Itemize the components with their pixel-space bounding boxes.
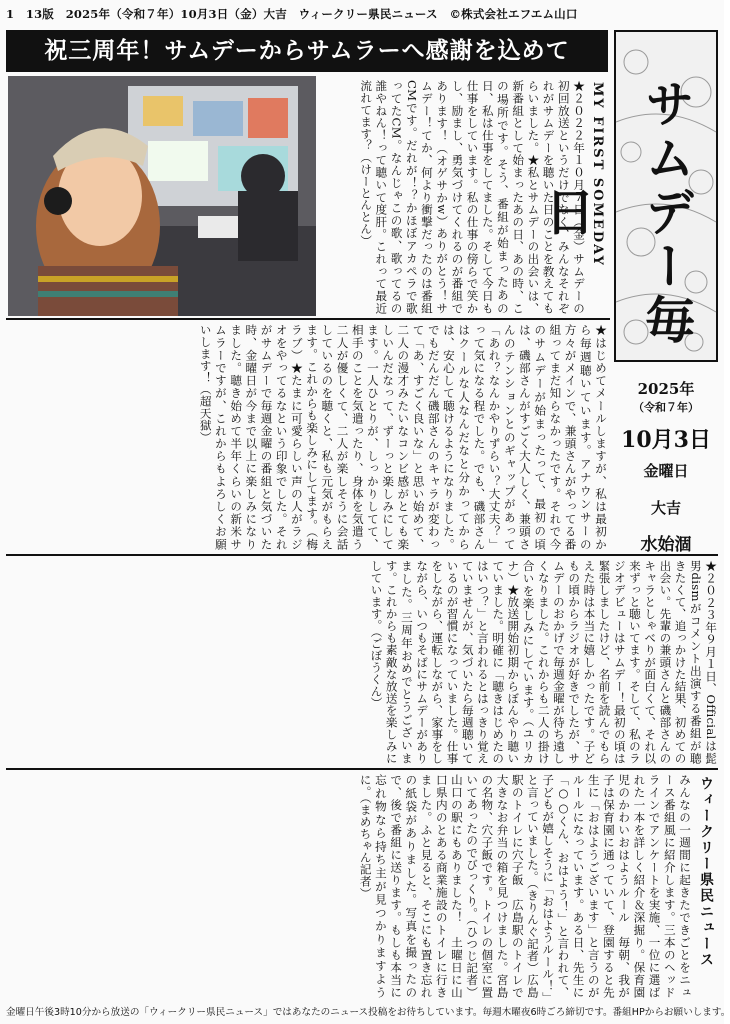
date-day: 10月3日: [621, 427, 711, 453]
studio-photo-illustration: [8, 76, 316, 316]
date-era: （令和７年）: [633, 401, 699, 414]
article-body-third: ★２０２３年９月１日、Officialは髭男dismがコメント出演する番組が聴きたくて、追っかけた結果、初めての出会い。先輩の兼頭さんと磯部さんのキャラとしゃべりが面白くて、それ以来ずっと聴いてます。そして、私のラジオデビューはサムデー！最初の頃は緊張しましたけど、名前を読んでもらえた時は本当に嬉しかったです。子どもの頃からラジオが好きでしたが、サムデーのおかげで毎週金曜が待ち遠しくなりました。これからも二人の掛け合いを楽しみにしています。（ユリカナ）★放送開始初期からぼんやり聴いていました。明確に「聴きはじめたのはいつ？」と言われるとはっきり覚えていませんが、気づいたら毎週聴いているのが習慣になっていました。仕事をしながら、運転しながら、家事をしながら、いつもそばにサムデーがありました。三周年おめでとうございます。これからも素敵な放送を楽しみにしています。（ごぼうくん）: [369, 560, 718, 764]
masthead-title: サムデー毎日: [537, 78, 696, 348]
divider: [6, 554, 718, 556]
headline-banner: 祝三周年！サムデーからサムラーへ感謝を込めて: [6, 30, 608, 72]
divider: [6, 768, 718, 770]
studio-photo: [8, 76, 316, 316]
fortune: 大吉: [650, 499, 681, 517]
article-body-fourth: みんなの一週間に起きたできごとをニュース番組風に紹介します。三本のヘッドラインでアンケートを実施、一位に選ばれた一本を詳しく紹介＆深掘り。保育園児のかわいおはようルール 毎朝、我が子は保育園に通っていて、登園すると先生に「おはようございます」と言うのがルールになっています。ある日、先生に「○○くん、おはよう！」と言われて、子どもが嬉しそうに「おはようルール！」と言っていました。（きりんぐ記者）広島駅のトイレに穴子飯 広島駅のトイレで大きなお弁当の箱を見つけました。宮島の名物、穴子飯です。トイレの個室に置いてあったのでびっくり。（ひつじ記者）山口の駅にもありました！ 土曜日に山口県内のとある商業施設のトイレに行きました。ふと見ると、そこにも置き忘れの紙袋がありました。写真を撮ったので、後で番組に送ります。もしも本当に忘れ物なら持ち主が見つかりますように。（まめちゃん記者）: [358, 774, 692, 998]
date-year: 2025年: [637, 380, 695, 398]
article-title-fourth: ウィークリー県民ニュース: [698, 776, 714, 968]
article-body-second: ★はじめてメールしますが、私は最初から毎週聴いています。アナウンサーの方々がメインで、兼頭さんがやってる番組ってまだ知らなかったです。それで今のサムデーが始まったって、最初の頃は、磯部さんがすごく大人しく、兼頭さんのテンションとのギャップがあって「あれ？なんかやりずらい？大丈夫？」って気になる程でした。でも、磯部さんはクールな人なんだなと分かってからは、安心して聴けるようになりました。でもだんだん磯部さんのキャラが変わって「あ、すごく良いな」と思い始めて、二人の漫才みたいなコンビ感がとても楽しいんだなって、ずーっと楽しみにしてます。一人ひとりが、しっかりしてて、相手のことを気遣ったり、身体を気遣う二人が優しくて、二人が楽しそうに会話しているのを聴くと、私も元気がもらえます。これからも楽しみにしてます。（梅ラブ）★たまに可愛らしい声の人がラジオをやってるなという印象でした。それがサムデーで毎週金曜の番組と気づいた時、金曜日が今まで以上に楽しみになりました。聴き始めて半年くらいの新米サムラーですが、これからもよろしくお願いします！（超天獄）: [198, 324, 608, 550]
seasonal-corner: 水始涸: [640, 535, 692, 555]
weekday: 金曜日: [643, 462, 689, 480]
date-box: [614, 372, 718, 555]
divider: [6, 318, 610, 320]
article-body-first: ★２０２２年１０月７日（金）サムデーの初回放送というだけでなく、みんなそれぞれがサムデーを聴いた日のことを教えてもらいました。★私とサムデーの出会いは、新番組として始まったあの日、あの時、この場所です。そう、番組が始まったあの日、私は仕事をしてました。そして今日も仕事をしています。私の仕事の傍らで笑かし、励まし、勇気づけてくれるのが番組であります！（オゲサかw）ありがとう！サムデー！てか、何より衝撃だったのは番組CMです。だれが！？かほぼアカペラで歌ってたCM。なんじゃこの歌、歌ってるの誰やねん！って聴いて度肝。これって最近流れてます？（けーとんとん）: [359, 80, 586, 314]
article-title-first: MY FIRST SOMEDAY: [590, 82, 605, 267]
page-header: 1 13版 2025年（令和７年）10月3日（金）大吉 ウィークリー県民ニュース ©株式会社エフエム山口: [6, 7, 578, 21]
page-footer: 金曜日午後3時10分から放送の「ウィークリー県民ニュース」ではあなたのニュース投稿をお待ちしています。毎週木曜夜6時ごろ締切です。番組HPからお願いします。: [6, 1007, 730, 1018]
